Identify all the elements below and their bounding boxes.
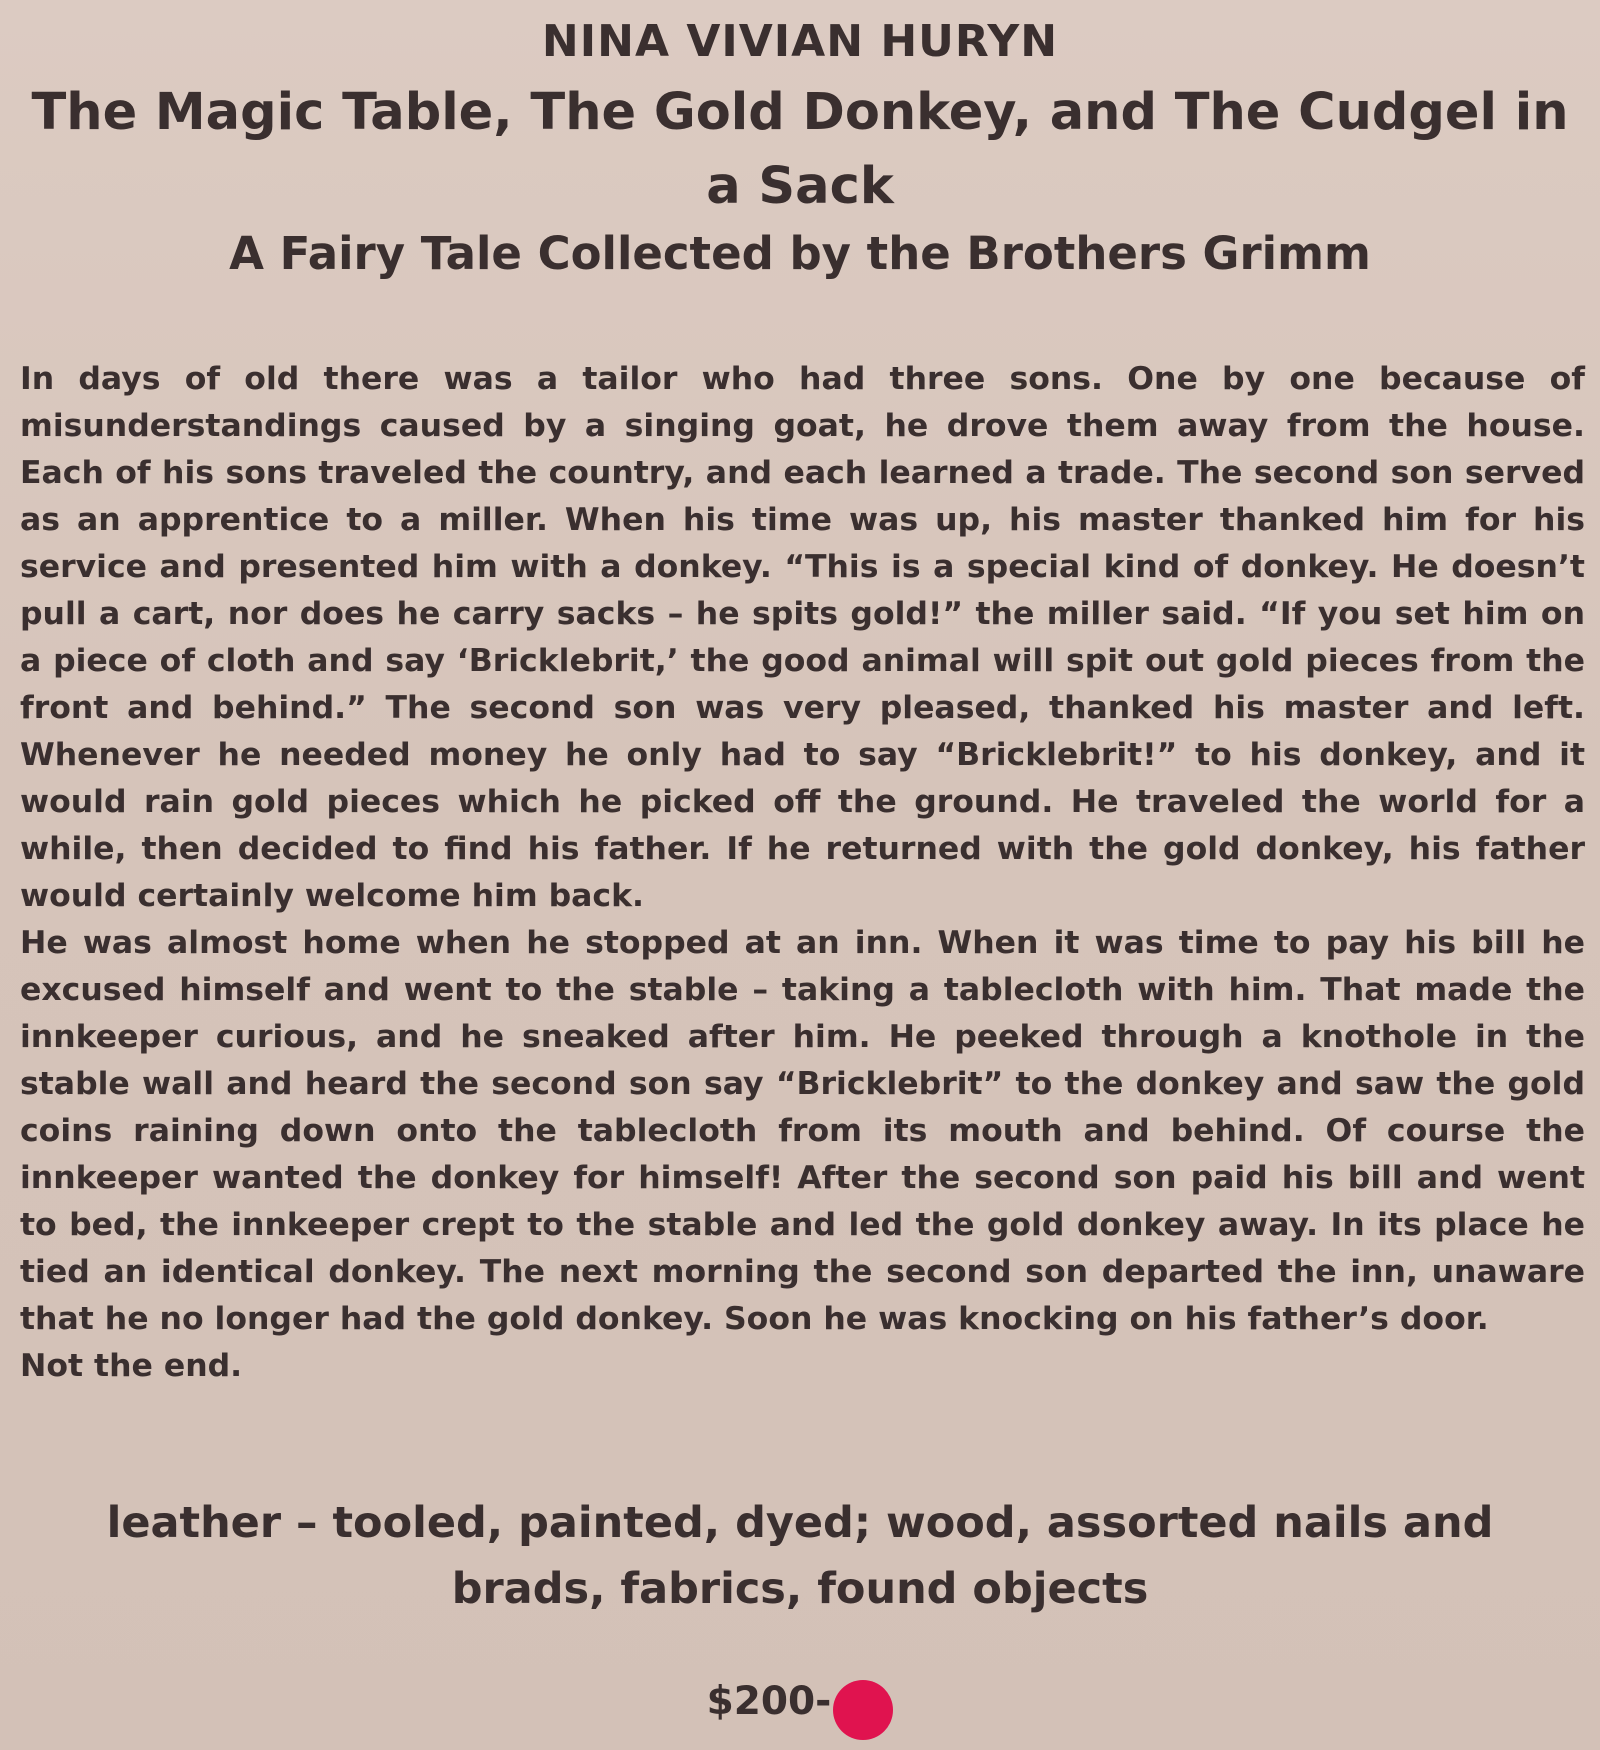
materials-description: leather – tooled, painted, dyed; wood, assorted nails and brads, fabrics, found objects: [106, 1498, 1494, 1614]
price-row: [0, 1672, 1600, 1732]
artwork-subtitle: A Fairy Tale Collected by the Brothers Grimm: [229, 227, 1371, 280]
price-label: $200-: [706, 1679, 832, 1724]
story-text: [20, 356, 1585, 1390]
sold-dot-icon: [833, 1680, 893, 1740]
story-ending: Not the end.: [20, 1348, 243, 1384]
story-paragraph-1: In days of old there was a tailor who had three sons. One by one because of misunderstandings caused by a singing goat, he drove them away from the house. Each of his sons traveled the country, and each learned a trade. The second son served as an apprentice to a miller. When his time was up, his master thanked him for his service and presented him with a donkey. “This is a special kind of donkey. He doesn’t pull a cart, nor does he carry sacks – he spits gold!” the miller said. “If you set him on a piece of cloth and say ‘Bricklebrit,’ the good animal will spit out gold pieces from the front and behind.” The second son was very pleased, thanked his master and left. Whenever he needed money he only had to say “Bricklebrit!” to his donkey, and it would rain gold pieces which he picked off the ground. He traveled the world for a while, then decided to find his father. If he returned with the gold donkey, his father would certainly welcome him back.: [20, 361, 1585, 914]
artist-name: NINA VIVIAN HURYN: [541, 16, 1059, 67]
artwork-title: The Magic Table, The Gold Donkey, and The Cudgel in a Sack: [31, 83, 1569, 216]
story-paragraph-2: He was almost home when he stopped at an inn. When it was time to pay his bill he excused himself and went to the stable – taking a tablecloth with him. That made the innkeeper curious, and he sneaked after him. He peeked through a knothole in the stable wall and heard the second son say “Bricklebrit” to the donkey and saw the gold coins raining down onto the tablecloth from its mouth and behind. Of course the innkeeper wanted the donkey for himself! After the second son paid his bill and went to bed, the innkeeper crept to the stable and led the gold donkey away. In its place he tied an identical donkey. The next morning the second son departed the inn, unaware that he no longer had the gold donkey. Soon he was knocking on his father’s door.: [20, 925, 1585, 1337]
